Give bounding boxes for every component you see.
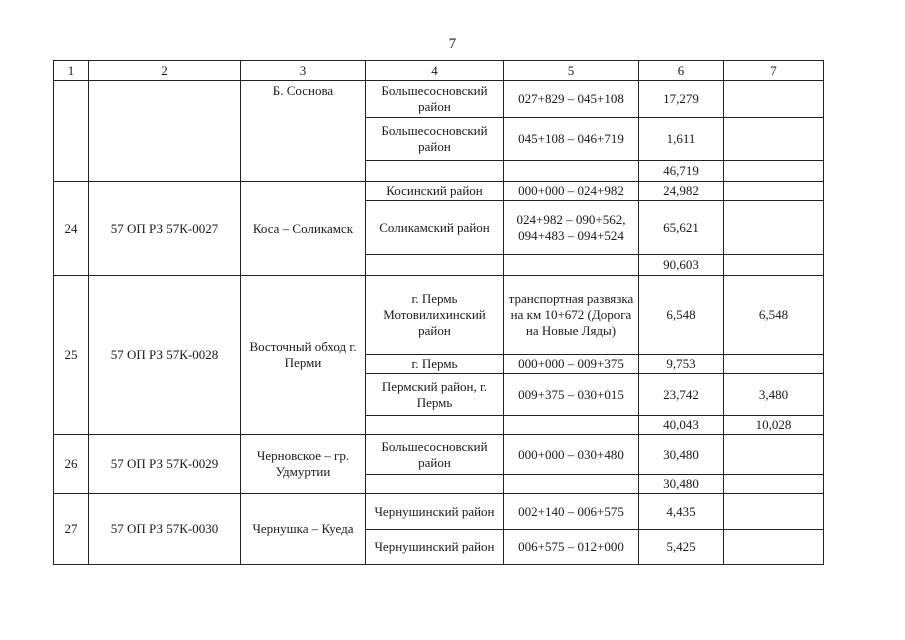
column-number: 7	[724, 61, 824, 81]
road-number-cell	[54, 81, 89, 182]
page-number: 7	[448, 36, 457, 52]
empty-cell	[504, 255, 639, 276]
km-range-cell: 027+829 – 045+108	[504, 81, 639, 118]
empty-cell	[504, 416, 639, 435]
empty-cell	[366, 161, 504, 182]
extra-length-cell	[724, 355, 824, 374]
column-number: 4	[366, 61, 504, 81]
km-range-cell: 024+982 – 090+562, 094+483 – 094+524	[504, 201, 639, 255]
extra-length-cell: 6,548	[724, 276, 824, 355]
road-name-cell: Коса – Соликамск	[241, 182, 366, 276]
table-row	[54, 494, 824, 530]
road-name-cell: Чернушка – Куеда	[241, 494, 366, 565]
total-length-cell: 30,480	[639, 475, 724, 494]
column-number: 6	[639, 61, 724, 81]
road-number-cell: 25	[54, 276, 89, 435]
empty-cell	[366, 255, 504, 276]
km-range-cell: 000+000 – 024+982	[504, 182, 639, 201]
km-range-cell: транспортная развязка на км 10+672 (Дорога на Новые Ляды)	[504, 276, 639, 355]
extra-length-cell	[724, 182, 824, 201]
total-extra-cell	[724, 255, 824, 276]
extra-length-cell	[724, 201, 824, 255]
district-cell: Косинский район	[366, 182, 504, 201]
extra-length-cell	[724, 530, 824, 565]
length-cell: 1,611	[639, 118, 724, 161]
district-cell: Чернушинский район	[366, 494, 504, 530]
table-row	[54, 435, 824, 475]
table-row	[54, 276, 824, 355]
length-cell: 17,279	[639, 81, 724, 118]
length-cell: 9,753	[639, 355, 724, 374]
total-extra-cell	[724, 161, 824, 182]
district-cell: г. Пермь Мотовилихинский район	[366, 276, 504, 355]
road-name-cell: Восточный обход г. Перми	[241, 276, 366, 435]
length-cell: 4,435	[639, 494, 724, 530]
length-cell: 5,425	[639, 530, 724, 565]
extra-length-cell	[724, 118, 824, 161]
total-length-cell: 46,719	[639, 161, 724, 182]
district-cell: Большесосновский район	[366, 435, 504, 475]
table-row	[54, 81, 824, 118]
total-length-cell: 90,603	[639, 255, 724, 276]
table-row	[54, 182, 824, 201]
road-number-cell: 27	[54, 494, 89, 565]
roads-table	[53, 60, 824, 565]
district-cell: Чернушинский район	[366, 530, 504, 565]
district-cell: г. Пермь	[366, 355, 504, 374]
total-extra-cell	[724, 475, 824, 494]
road-code-cell: 57 ОП РЗ 57К-0028	[89, 276, 241, 435]
road-number-cell: 24	[54, 182, 89, 276]
length-cell: 65,621	[639, 201, 724, 255]
column-number: 1	[54, 61, 89, 81]
length-cell: 24,982	[639, 182, 724, 201]
length-cell: 30,480	[639, 435, 724, 475]
km-range-cell: 000+000 – 009+375	[504, 355, 639, 374]
empty-cell	[504, 161, 639, 182]
road-code-cell: 57 ОП РЗ 57К-0030	[89, 494, 241, 565]
km-range-cell: 006+575 – 012+000	[504, 530, 639, 565]
empty-cell	[366, 416, 504, 435]
extra-length-cell	[724, 435, 824, 475]
empty-cell	[366, 475, 504, 494]
road-code-cell	[89, 81, 241, 182]
district-cell: Соликамский район	[366, 201, 504, 255]
total-length-cell: 40,043	[639, 416, 724, 435]
district-cell: Пермский район, г. Пермь	[366, 374, 504, 416]
extra-length-cell: 3,480	[724, 374, 824, 416]
km-range-cell: 002+140 – 006+575	[504, 494, 639, 530]
empty-cell	[504, 475, 639, 494]
road-code-cell: 57 ОП РЗ 57К-0027	[89, 182, 241, 276]
district-cell: Большесосновский район	[366, 81, 504, 118]
length-cell: 6,548	[639, 276, 724, 355]
length-cell: 23,742	[639, 374, 724, 416]
extra-length-cell	[724, 494, 824, 530]
column-number: 5	[504, 61, 639, 81]
road-number-cell: 26	[54, 435, 89, 494]
km-range-cell: 045+108 – 046+719	[504, 118, 639, 161]
column-number: 3	[241, 61, 366, 81]
road-code-cell: 57 ОП РЗ 57К-0029	[89, 435, 241, 494]
road-name-cell: Б. Соснова	[241, 81, 366, 182]
extra-length-cell	[724, 81, 824, 118]
km-range-cell: 000+000 – 030+480	[504, 435, 639, 475]
column-number-row	[54, 61, 824, 81]
column-number: 2	[89, 61, 241, 81]
km-range-cell: 009+375 – 030+015	[504, 374, 639, 416]
road-name-cell: Черновское – гр. Удмуртии	[241, 435, 366, 494]
district-cell: Большесосновский район	[366, 118, 504, 161]
total-extra-cell: 10,028	[724, 416, 824, 435]
